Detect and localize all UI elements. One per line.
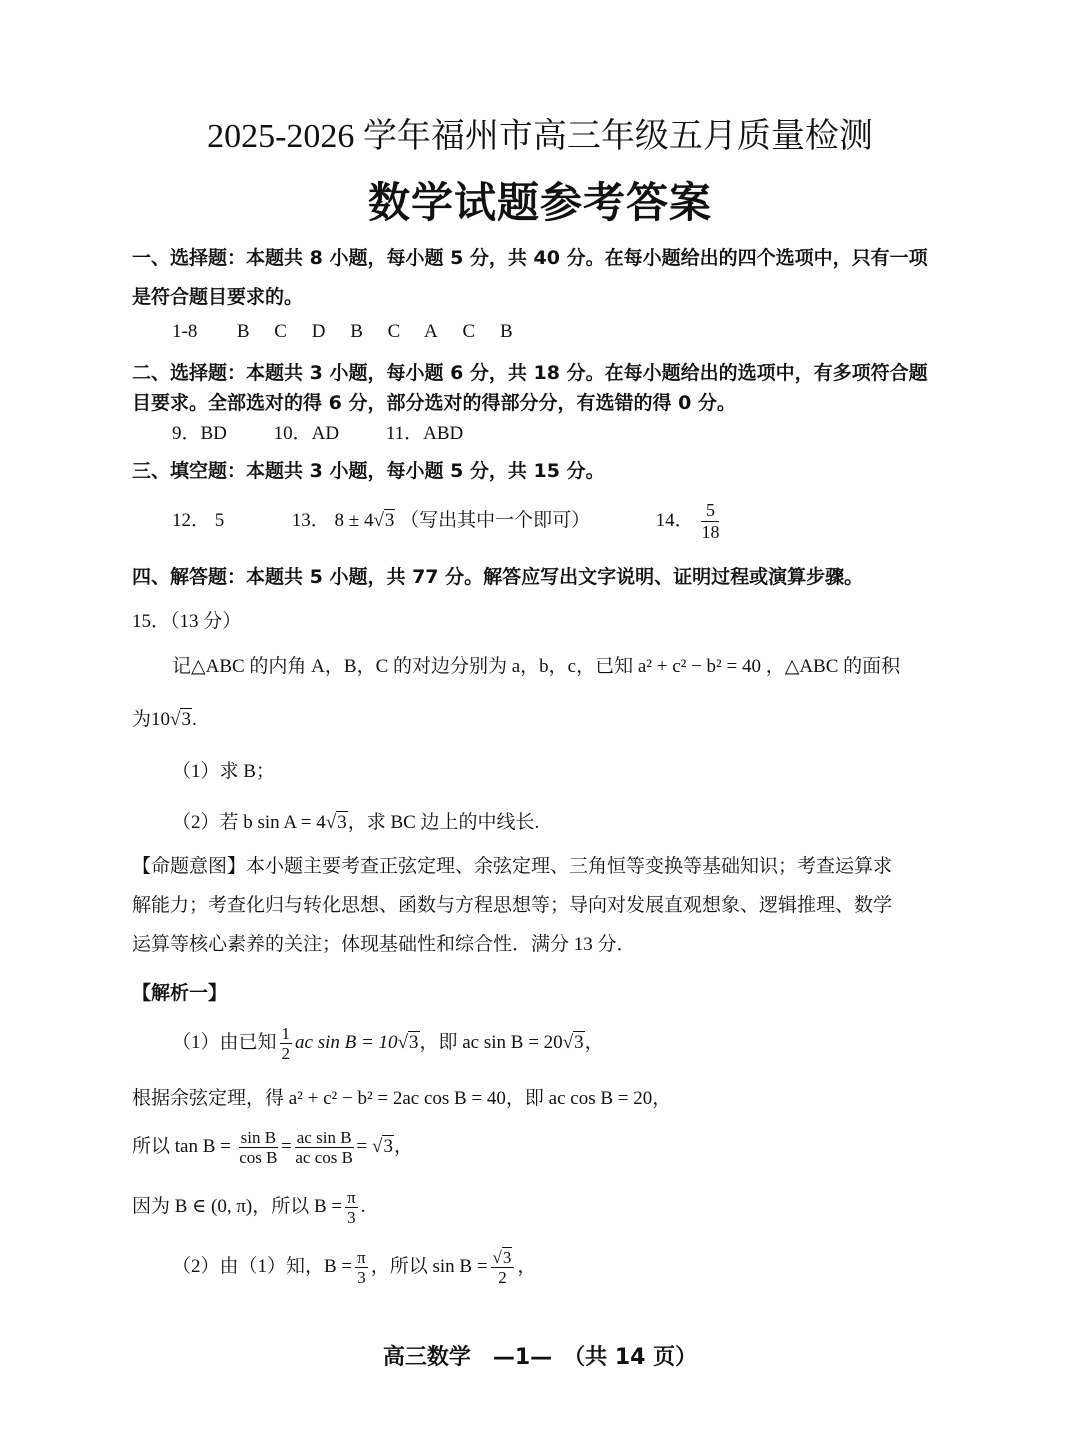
step1-half-fraction	[280, 1024, 293, 1064]
answer-9: 9．BD	[172, 423, 227, 444]
step1-conn: ，即 ac sin B = 20	[419, 1032, 563, 1053]
step4-denominator: 3	[347, 1208, 356, 1228]
step1-prefix: （1）由已知	[172, 1032, 277, 1053]
section3-answers: 12． 5 13． 8 ± 4√3 （写出其中一个即可） 14． $\frac{5}{18}$	[172, 500, 720, 543]
intent-line-a: 【命题意图】本小题主要考查正弦定理、余弦定理、三角恒等变换等基础知识；考查运算求	[132, 856, 893, 877]
step1-end: ，	[584, 1032, 604, 1053]
step3-fraction-1	[239, 1128, 278, 1168]
q15-stem-b-end: .	[191, 709, 197, 730]
q15-part2-text: （2）若 b sin A = 4	[172, 812, 326, 833]
answer-7: C	[462, 321, 476, 342]
section2-answers	[172, 418, 463, 445]
step5-f1-denominator: 3	[357, 1268, 366, 1288]
section2-heading-a: 二、选择题：本题共 3 小题，每小题 6 分，共 18 分。在每小题给出的选项中，有多项符合题	[132, 362, 928, 384]
step3-sqrt: 3	[383, 1136, 393, 1157]
q15-part2-sqrt: 3	[337, 812, 347, 833]
q15-label: 15．（13 分）	[132, 611, 242, 632]
step3-fraction-2	[295, 1128, 354, 1168]
document-title: 数学试题参考答案	[367, 178, 712, 227]
step3-f1-denominator: cos B	[239, 1148, 278, 1168]
answer-12: 12． 5	[172, 510, 225, 531]
intent-line-c: 运算等核心素养的关注；体现基础性和综合性．满分 13 分．	[132, 934, 636, 955]
step5-f2-sqrt: 3	[502, 1247, 512, 1267]
step5-f2-numerator: √3	[491, 1248, 515, 1269]
answer-14-denominator: 18	[701, 522, 720, 543]
answer-14-label: 14．	[655, 510, 694, 531]
answer-13-value: 8 ± 4	[334, 510, 374, 531]
section1-heading-a: 一、选择题：本题共 8 小题，每小题 5 分，共 40 分。在每小题给出的四个选项中，只有一项	[132, 247, 928, 269]
step5-fraction-1	[355, 1248, 368, 1288]
step3-prefix: 所以 tan B =	[132, 1136, 231, 1157]
q15-stem-b: 为10√3.	[132, 709, 197, 730]
solution-step-5	[172, 1240, 536, 1294]
step3-f2-denominator: ac cos B	[295, 1148, 353, 1168]
q15-part2-end: ，求 BC 边上的中线长.	[347, 812, 540, 833]
section1-heading-b: 是符合题目要求的。	[132, 286, 304, 308]
answer-14-fraction	[701, 500, 719, 542]
answer-8: B	[499, 321, 513, 342]
page-footer: 高三数学 —1— （共 14 页）	[382, 1345, 698, 1370]
section3-heading: 三、填空题：本题共 3 小题，每小题 5 分，共 15 分。	[132, 460, 605, 482]
answer-4: B	[350, 321, 363, 342]
answer-6: A	[424, 321, 438, 342]
step1-sqrt1: 3	[409, 1032, 419, 1053]
step5-f2-denominator: 2	[498, 1268, 507, 1288]
solution-step-1: （1）由已知 $\frac{1}{2}$ ac sin B = 10√3，即 ac sin B = 20√3，	[172, 1023, 604, 1064]
step3-eq: =	[281, 1136, 292, 1157]
step5-prefix: （2）由（1）知，B =	[172, 1256, 353, 1277]
q15-part1: （1）求 B；	[172, 761, 275, 782]
step5-mid: ，所以 sin B =	[370, 1256, 488, 1277]
exam-title: 2025-2026 学年福州市高三年级五月质量检测	[207, 118, 873, 155]
step4-fraction	[345, 1188, 358, 1228]
section4-heading: 四、解答题：本题共 5 小题，共 77 分。解答应写出文字说明、证明过程或演算步骤。	[132, 566, 864, 588]
step4-prefix: 因为 B ∈ (0, π)，所以 B =	[132, 1196, 343, 1217]
step1-half-denominator: 2	[281, 1044, 291, 1064]
step5-end: ，	[517, 1256, 537, 1277]
answer-2: C	[274, 321, 287, 342]
answer-5: C	[387, 321, 401, 342]
analysis-label: 【解析一】	[132, 983, 228, 1004]
section2-heading-b: 目要求。全部选对的得 6 分，部分选对的得部分分，有选错的得 0 分。	[132, 392, 736, 414]
answer-range: 1-8	[172, 321, 198, 342]
step3-result: =	[356, 1136, 373, 1157]
step3-end: ，	[393, 1136, 413, 1157]
answer-13-label: 13．	[291, 510, 330, 531]
q15-part2: （2）若 b sin A = 4√3，求 BC 边上的中线长.	[172, 812, 540, 833]
step3-f2-numerator: ac sin B	[296, 1127, 352, 1147]
intent-line-b: 解能力；考查化归与转化思想、函数与方程思想等；导向对发展直观想象、逻辑推理、数学	[132, 895, 893, 916]
answer-3: D	[311, 321, 326, 342]
step5-f1-numerator: π	[357, 1247, 366, 1267]
section1-answers	[172, 321, 513, 343]
q15-stem-b-sqrt: 3	[181, 709, 191, 730]
answer-11: 11．ABD	[385, 423, 464, 444]
q15-stem-b-text: 为10	[132, 709, 171, 730]
solution-step-3: 所以 tan B = $\frac{\text{sin B}}{\text{cos B}}$ = $\frac{\text{ac sin B}}{\text{ac cos B}}$ = √3，	[132, 1127, 413, 1168]
answer-13-sqrt: 3	[384, 510, 395, 531]
step4-end: .	[360, 1196, 366, 1217]
step1-half-numerator: 1	[281, 1023, 291, 1043]
answer-13-note: （写出其中一个即可）	[400, 510, 591, 531]
step4-numerator: π	[347, 1187, 356, 1207]
solution-step-4	[132, 1182, 365, 1232]
answer-10: 10．AD	[273, 423, 340, 444]
step3-f1-numerator: sin B	[240, 1127, 277, 1147]
step1-sqrt2: 3	[574, 1032, 584, 1053]
step1-mid: ac sin B = 10	[295, 1032, 398, 1053]
answer-1: B	[236, 321, 250, 342]
step5-fraction-2	[491, 1248, 515, 1288]
answer-14-numerator: 5	[701, 500, 719, 522]
q15-stem-a: 记△ABC 的内角 A，B，C 的对边分别为 a，b，c，已知 a² + c² − b² = 40 ，△ABC 的面积	[172, 656, 901, 677]
solution-step-2: 根据余弦定理，得 a² + c² − b² = 2ac cos B = 40，即 ac cos B = 20，	[132, 1088, 672, 1109]
